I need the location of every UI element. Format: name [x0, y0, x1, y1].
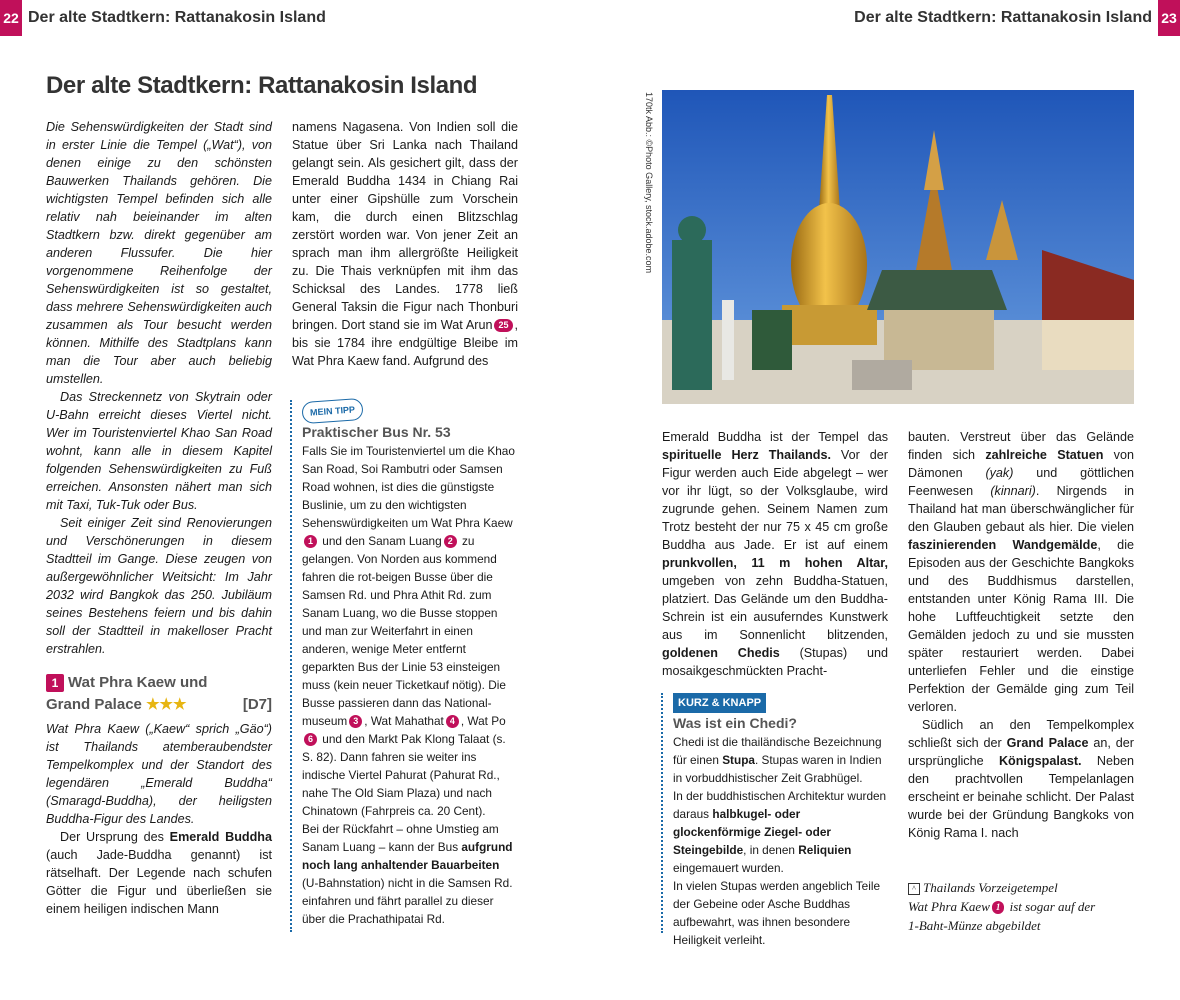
caption-badge-1: 1 — [992, 901, 1005, 914]
intro-paragraph-1: Die Sehenswürdigkeiten der Stadt sind in erster Linie die Tempel („Wat“), von denen einige zu den schönsten Bauwerken Thailands gehören. Die wichtigsten Tempel befinden sich alle relativ nah beieinander im alten Stadtkern bzw. direkt gegenüber am anderen Flussufer. Die hier vorgenommene Reihenfolge der Sehenswürdigkeiten ist so gestaltet, dass mehrere Sehenswürdigkeiten auch zusammen als Tour besucht werden können. Mithilfe des Stadtplans kann man die Tour aber auch beliebig umstellen. — [46, 120, 272, 386]
column-1 — [46, 118, 272, 918]
column-4 — [908, 428, 1134, 842]
photo-caption: ^ Thailands Vorzeigetempel Wat Phra Kaew 1 ist sogar auf der 1-Baht-Münze abgebildet — [908, 880, 1096, 933]
map-badge-3: 3 — [349, 715, 362, 728]
intro-paragraph-2: Das Streckennetz von Skytrain oder U-Bahn erreicht dieses Viertel nicht. Wer im Touristenviertel Khao San Road wohnt, kann alle in diesem Kapitel folgenden Sehenswürdigkeiten zu Fuß erreichen. Ansonsten nähert man sich mit Taxi, Tuk-Tuk oder Bus. — [46, 390, 272, 512]
section-number: 1 — [46, 674, 64, 692]
palace-paragraph-1: bauten. Verstreut über das Gelände finden sich zahlreiche Statuen von Dämonen (yak) und göttlichen Feenwesen (kinnari). Nirgends in Thailand hat man überschwänglicher für den Glauben gebaut als hier. Die vielen faszinierenden Wandgemälde, die Episoden aus der Geschichte Bangkoks und des Buddhismus darstellen, entstanden unter König Rama III. Die hohe Luftfeuchtigkeit setzte den Gemälden jedoch zu und sie mussten später restauriert werden. Dabei unterliefen Fehler und die einstige Perfektion der Gemälde ging zum Teil verloren. — [908, 430, 1135, 714]
section-title-line-1: Wat Phra Kaew und — [68, 674, 208, 691]
mein-tipp-tag: MEIN TIPP — [301, 398, 363, 424]
kurz-knapp-box — [661, 693, 889, 947]
map-grid-reference: [D7] — [242, 696, 272, 713]
section-title-line-2: Grand Palace — [46, 696, 142, 713]
chedi-text-1: Chedi ist die thailändische Bezeichnung für einen Stupa. Stupas waren in Indien in vorbuddhistischer Zeit Grabhügel. — [673, 735, 882, 785]
map-badge-wat-arun: 25 — [494, 319, 512, 332]
kurz-knapp-tag: KURZ & KNAPP — [673, 693, 766, 713]
tip-heading: Praktischer Bus Nr. 53 — [302, 424, 451, 440]
section-intro: Wat Phra Kaew („Kaew“ sprich „Gäo“) ist Thailands atemberaubendster Tempelkomplex und der Standort des legendären „Emerald Buddha“ (Smaragd-Buddha), der heiligsten Buddha-Figur des Landes. — [46, 722, 272, 826]
left-running-title: Der alte Stadtkern: Rattanakosin Island — [28, 9, 326, 26]
caption-arrow-icon: ^ — [908, 883, 920, 895]
legend-paragraph: namens Nagasena. Von Indien soll die Statue über Sri Lanka nach Thailand gelangt sein. Als gesichert gilt, dass der Emerald Buddha 1434 in Chiang Rai unter einer Gipshülle zum Vorschein kam, die durch einen Blitzschlag zerstört worden war. Von jener Zeit an sprach man ihm allergrößte Heiligkeit zu. Die Thais verknüpfen mit ihm das Schicksal des Landes. 1778 ließ General Taksin die Figur nach Thonburi bringen. Dort stand sie im Wat Arun 25 , bis sie 1784 ihre endgültige Bleibe im Wat Phra Kaew fand. Aufgrund des — [292, 120, 518, 368]
chedi-heading: Was ist ein Chedi? — [673, 715, 797, 731]
tip-text-1: Falls Sie im Touristenviertel um die Khao San Road, Soi Rambutri oder Samsen Road wohnen, ist dies die günstigste Buslinie, um zu den wichtigsten Sehenswürdigkeiten um Wat Phra Kaew1 und den Sanam Luang 2 zu gelangen. Von Norden aus kommend fahren die rot-beigen Busse über die Samsen Rd. und Phra Athit Rd. zum Sanam Luang, wo die Busse stoppen und man zur Weiterfahrt in einen anderen, wenige Meter entfernt geparkten Bus der Linie 53 einsteigen muss (kein neuer Ticketkauf nötig). Die Busse passieren dann das National-museum 3 , Wat Mahathat 4 , Wat Po6 und den Markt Pak Klong Talaat (s. S. 82). Dann fahren sie weiter ins indische Viertel Pahurat (Pahurat Rd., nahe The Old Siam Plaza) und nach Chinatown (Fahrpreis ca. 20 Cent). — [302, 444, 515, 818]
emerald-buddha-bold: Emerald Buddha — [169, 830, 272, 844]
chedi-text-2: In der buddhistischen Architektur wurden daraus halbkugel- oder glockenförmige Ziegel- oder Steingebilde, in denen Reliquien eingemauert wurden. — [673, 789, 887, 875]
left-page-number: 22 — [0, 0, 22, 36]
section-heading — [46, 672, 272, 716]
map-badge-6: 6 — [304, 733, 317, 746]
right-running-title: Der alte Stadtkern: Rattanakosin Island — [854, 9, 1152, 26]
origin-paragraph: Der Ursprung des Emerald Buddha (auch Jade-Buddha genannt) ist rätselhaft. Der Legende nach schufen Götter die Figur und überließen sie einem heiligen indischen Mann — [46, 830, 272, 916]
left-page-header — [0, 0, 326, 36]
right-page-header — [854, 0, 1180, 36]
chedi-text-3: In vielen Stupas werden angeblich Teile der Gebeine oder Asche Buddhas aufbewahrt, was ihnen besondere Heiligkeit verleiht. — [673, 879, 881, 947]
page-title: Der alte Stadtkern: Rattanakosin Island — [46, 72, 478, 99]
map-badge-4: 4 — [446, 715, 459, 728]
map-badge-1: 1 — [304, 535, 317, 548]
intro-paragraph-3: Seit einiger Zeit sind Renovierungen und Verschönerungen in diesem Stadtteil im Gange. Diese zeugen von außergewöhnlicher Weitsicht: Im Jahr 2032 wird Bangkok das 250. Jubiläum seines Bestehens feiern und bis dahin soll der Stadtteil in makelloser Pracht erstrahlen. — [46, 516, 272, 656]
photo-credit: 170tk Abb.: ©Photo Gallery, stock.adobe.com — [644, 92, 654, 274]
column-3 — [662, 428, 888, 680]
right-page-number: 23 — [1158, 0, 1180, 36]
tip-box — [290, 400, 518, 932]
temple-photo — [662, 90, 1134, 404]
column-2 — [292, 118, 518, 370]
map-badge-2: 2 — [444, 535, 457, 548]
palace-paragraph-2: Südlich an den Tempelkomplex schließt sich der Grand Palace an, der ursprüngliche Königspalast. Neben den prachtvollen Tempelanlagen erscheint er beinahe schlicht. Der Palast wurde bei der Gründung Bangkoks von König Rama I. nach — [908, 718, 1134, 840]
emerald-paragraph: Emerald Buddha ist der Tempel das spirituelle Herz Thailands. Vor der Figur werden auch Eide abgelegt – wer vor ihr lügt, so der Volksglaube, wird zugrunde gehen. Seinem Namen zum Trotz besteht der nur 75 x 45 cm große Buddha aus Jade. Er ist auf einem prunkvollen, 11 m hohen Altar, umgeben von zehn Buddha-Statuen, platziert. Das Gelände um den Buddha-Schrein ist ein ausuferndes Kunstwerk aus im Sonnenlicht blitzenden, goldenen Chedis (Stupas) und mosaikgeschmückten Pracht- — [662, 430, 888, 678]
rating-stars: ★★★ — [146, 696, 187, 713]
tip-text-2: Bei der Rückfahrt – ohne Umstieg am Sanam Luang – kann der Bus aufgrund noch lang anhaltender Bauarbeiten (U-Bahnstation) nicht in die Samsen Rd. einfahren und fährt parallel zu dieser über die Prachathipatai Rd. — [302, 822, 513, 926]
